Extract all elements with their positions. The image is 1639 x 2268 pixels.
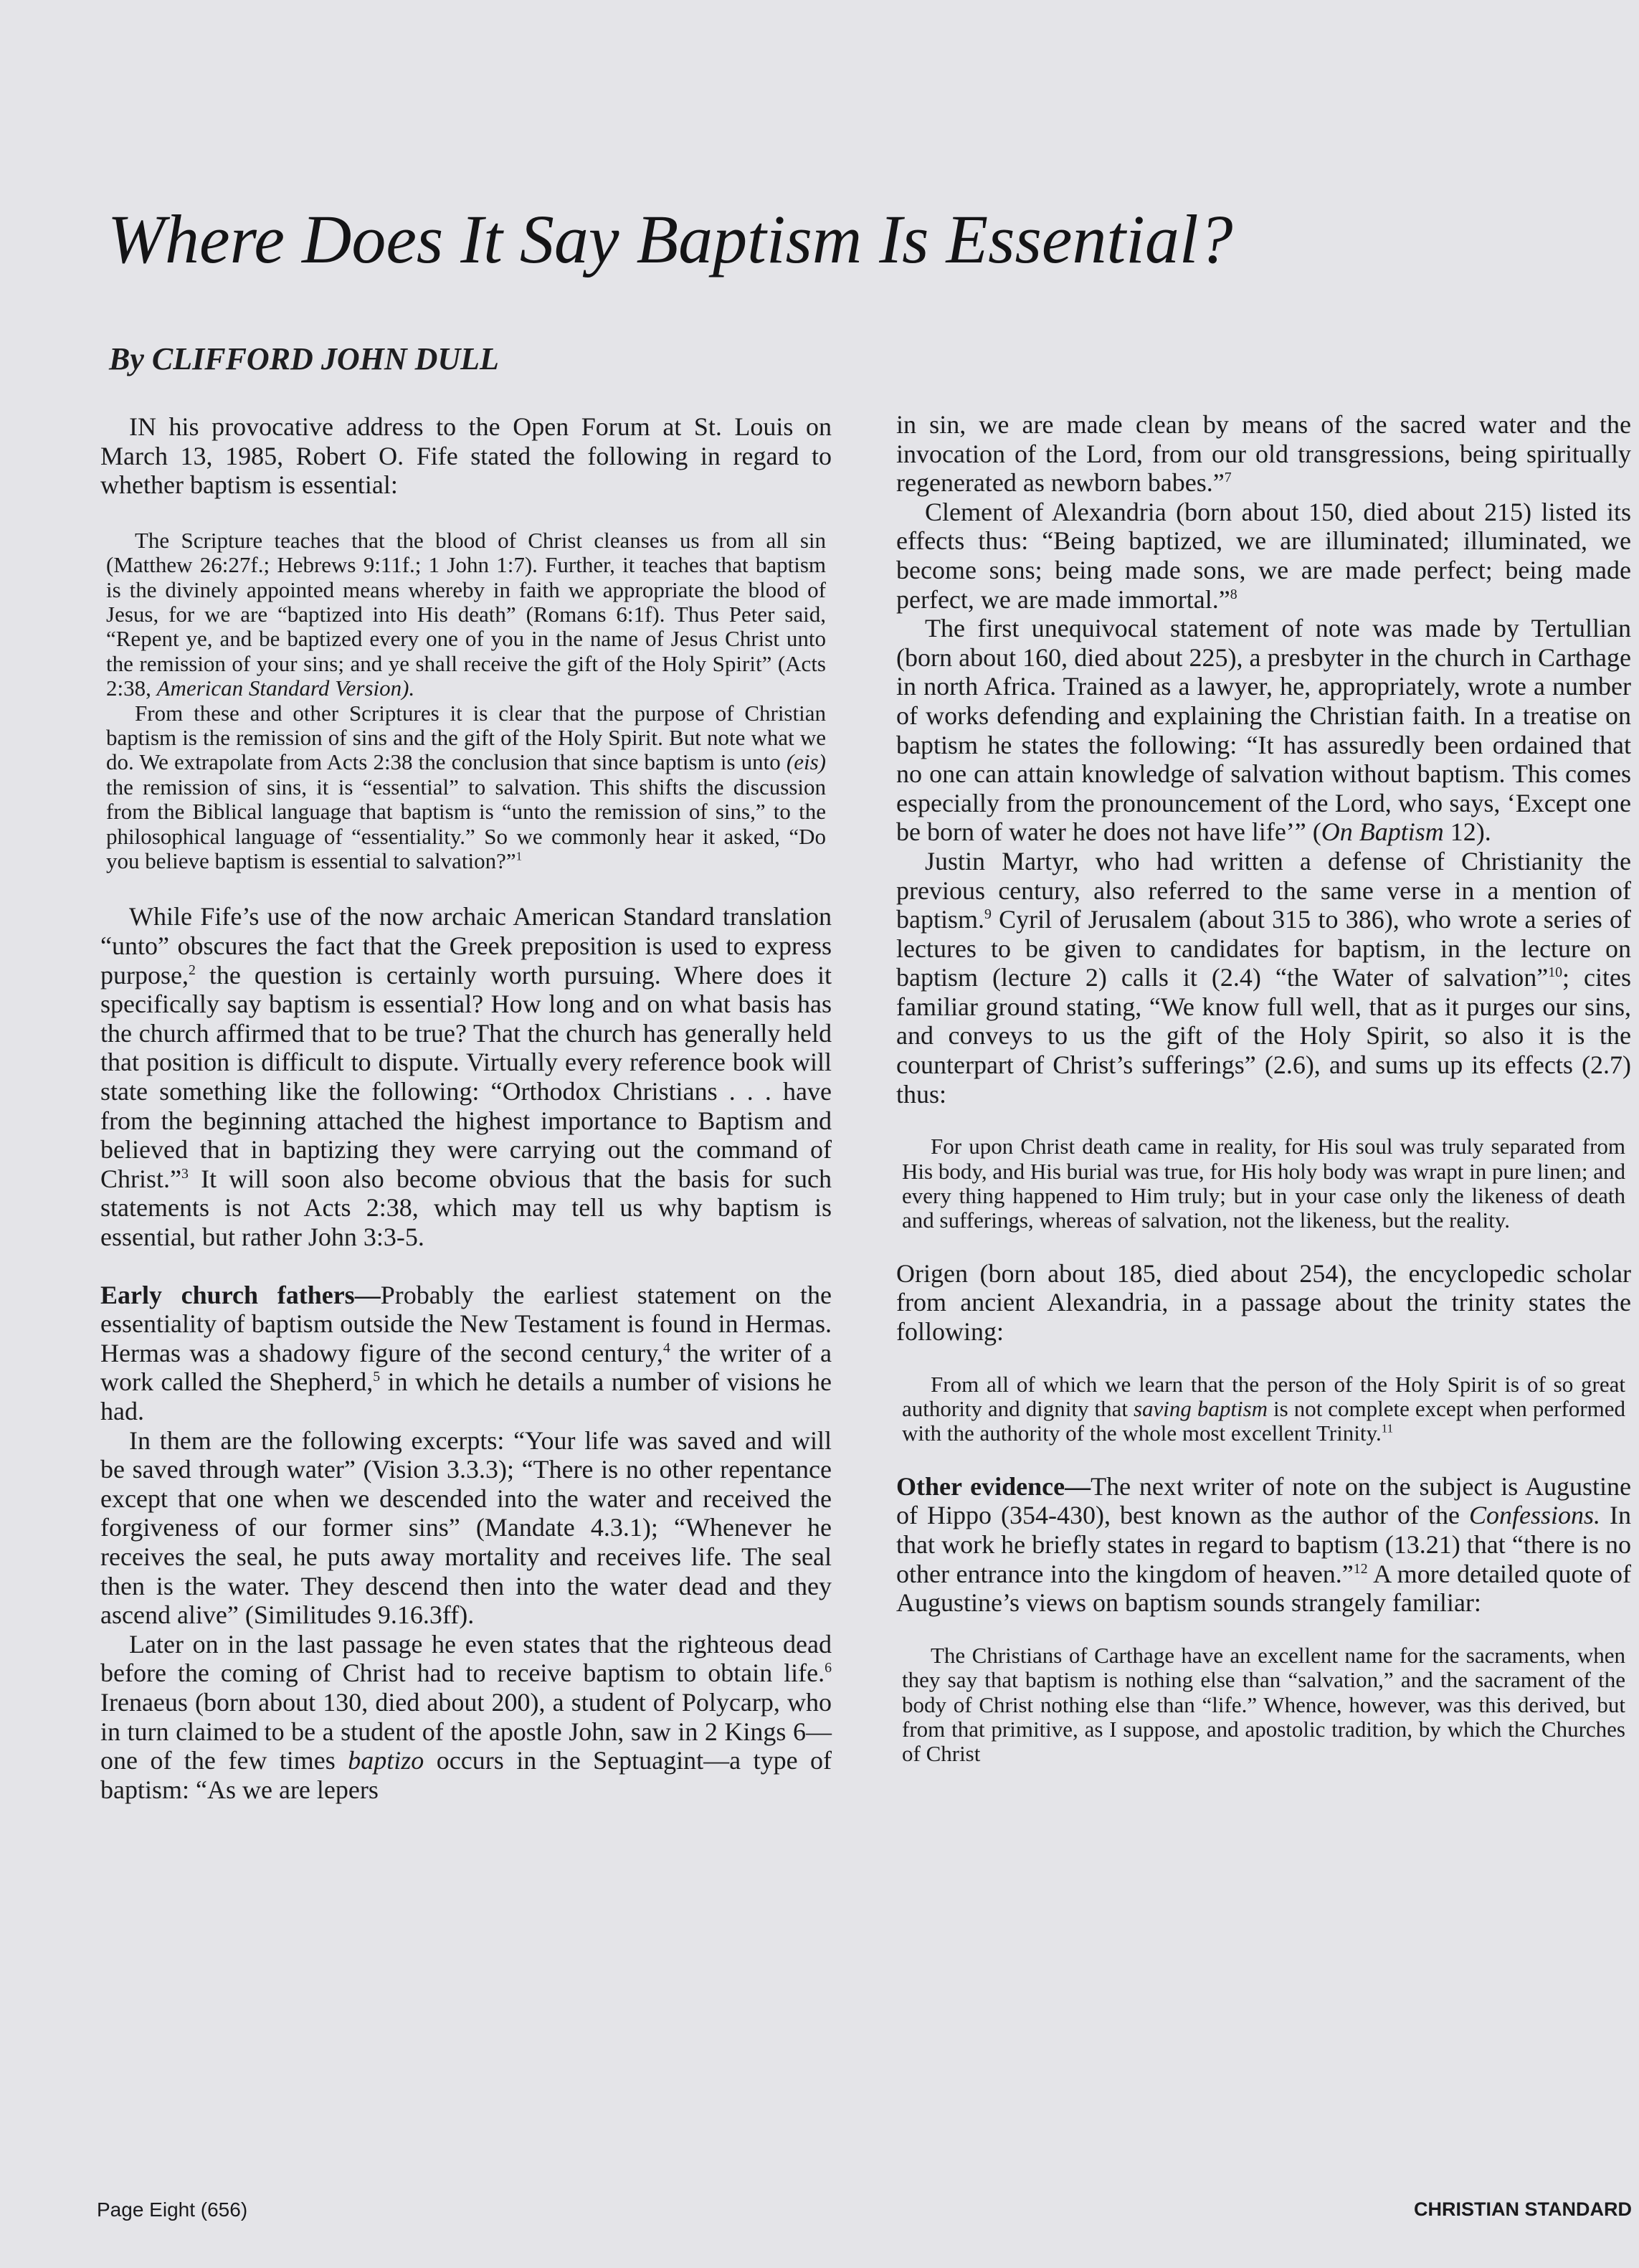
augustine-quote bbox=[896, 1643, 1631, 1767]
body-paragraph: in sin, we are made clean by means of the sacred water and the invocation of the Lord, from our old transgressions, being spiritually regenerated as newborn babes.”$^7$ bbox=[896, 410, 1631, 498]
footnote-marker: 5 bbox=[373, 1369, 381, 1385]
body-paragraph: While Fife’s use of the now archaic American Standard translation “unto” obscures the fact that the Greek preposition is used to express purpose,$^2$ the question is certainly worth pursuing. Where does it specifically say baptism is essential? How long and on what basis has the church affirmed that to be true? That the church has generally held that position is difficult to dispute. Virtually every reference book will state something like the following: “Orthodox Christians . . . have from the beginning attached the highest importance to Baptism and believed that in baptizing they were carrying out the command of Christ.”$^3$ It will soon also become obvious that the basis for such statements is not Acts 2:38, which may tell us why baptism is essential, but rather John 3:3-5. bbox=[100, 902, 832, 1251]
body-paragraph: Later on in the last passage he even states that the righteous dead before the coming of Christ had to receive baptism to obtain life.$^6$ Irenaeus (born about 130, died about 200), a student of Polycarp, who in turn claimed to be a student of the apostle John, saw in 2 Kings 6—one of the few times baptizo occurs in the Septuagint—a type of baptism: “As we are lepers bbox=[100, 1629, 832, 1804]
footnote-marker: 2 bbox=[188, 962, 196, 978]
footnote-marker: 8 bbox=[1230, 586, 1237, 602]
publication-name: CHRISTIAN STANDARD bbox=[1414, 2198, 1632, 2220]
quote-paragraph: The Christians of Carthage have an excellent name for the sacraments, when they say that baptism is nothing else than “salvation,” and the sacrament of the body of Christ nothing else than “life.” Whence, however, was this derived, but from that primitive, as I suppose, and apostolic tradition, by which the Churches of Christ bbox=[902, 1642, 1625, 1767]
page-number: Page Eight (656) bbox=[97, 2198, 248, 2221]
body-paragraph: The first unequivocal statement of note was made by Tertullian (born about 160, died about 225), a presbyter in the church in Carthage in north Africa. Trained as a lawyer, he, appropriately, wrote a number of works defending and explaining the Christian faith. In a treatise on baptism he states the following: “It has assuredly been ordained that no one can attain knowledge of salvation without baptism. This comes especially from the pronouncement of the Lord, who says, ‘Except one be born of water he does not have life’” (On Baptism 12). bbox=[896, 614, 1631, 847]
article-byline: By CLIFFORD JOHN DULL bbox=[109, 341, 499, 376]
body-paragraph: Other evidence—The next writer of note on the subject is Augustine of Hippo (354-430), best known as the author of the Confessions. In that work he briefly states in regard to baptism (13.21) that “there is no other entrance into the kingdom of heaven.”$^{12}$ A more detailed quote of Augustine’s views on baptism sounds strangely familiar: bbox=[896, 1471, 1632, 1618]
body-paragraph: Origen (born about 185, died about 254), the encyclopedic scholar from ancient Alexandria, in a passage about the trinity states the following: bbox=[896, 1258, 1631, 1347]
body-paragraph: Clement of Alexandria (born about 150, died about 215) listed its effects thus: “Being baptized, we are illuminated; illuminated, we become sons; being made sons, we are made perfect; being made perfect, we are made immortal.”$^8$ bbox=[896, 497, 1631, 614]
body-paragraph: Early church fathers—Probably the earliest statement on the essentiality of baptism outside the New Testament is found in Hermas. Hermas was a shadowy figure of the second century,$^4$ the writer of a work called the Shepherd,$^5$ in which he details a number of visions he had. bbox=[100, 1280, 832, 1425]
footnote-marker: 7 bbox=[1224, 470, 1232, 486]
section-heading-early-church-fathers: Early church fathers— bbox=[100, 1280, 381, 1309]
cyril-quote bbox=[896, 1134, 1631, 1233]
footnote-marker: 3 bbox=[181, 1165, 189, 1182]
origen-quote bbox=[896, 1372, 1631, 1446]
quote-paragraph: For upon Christ death came in reality, for His soul was truly separated from His body, and His burial was true, for His holy body was wrapt in pure linen; and every thing happened to Him truly; but in your case only the likeness of death and sufferings, whereas of salvation, not the likeness, but the reality. bbox=[902, 1134, 1625, 1233]
right-column bbox=[896, 410, 1631, 1767]
footnote-marker: 11 bbox=[1381, 1422, 1394, 1436]
fife-quote bbox=[100, 528, 832, 874]
footnote-marker: 12 bbox=[1353, 1560, 1368, 1577]
intro-paragraph: IN his provocative address to the Open Forum at St. Louis on March 13, 1985, Robert O. Fife stated the following in regard to whether baptism is essential: bbox=[100, 412, 832, 500]
fife-quote-paragraph-1: The Scripture teaches that the blood of Christ cleanses us from all sin (Matthew 26:27f.; Hebrews 9:11f.; 1 John 1:7). Further, it teaches that baptism is the divinely appointed means whereby in faith we appropriate the blood of Jesus, for we are “baptized into His death” (Romans 6:1f). Thus Peter said, “Repent ye, and be baptized every one of you in the name of Jesus Christ unto the remission of your sins; and ye shall receive the gift of the Holy Spirit” (Acts 2:38, American Standard Version). bbox=[106, 527, 826, 701]
footnote-marker: 1 bbox=[516, 849, 523, 863]
footnote-marker: 4 bbox=[662, 1339, 670, 1356]
quote-paragraph: From all of which we learn that the person of the Holy Spirit is of so great authority and dignity that saving baptism is not complete except when performed with the authority of the whole most excellent Trinity.$^{11}$ bbox=[902, 1371, 1625, 1446]
body-paragraph: In them are the following excerpts: “Your life was saved and will be saved through water” (Vision 3.3.3); “There is no other repentance except that one when we descended into the water and received the forgiveness of our former sins” (Mandate 4.3.1); “Whenever he receives the seal, he puts away mortality and receives life. The seal then is the water. They descend then into the water dead and they ascend alive” (Similitudes 9.16.3ff). bbox=[100, 1425, 832, 1630]
footnote-marker: 6 bbox=[825, 1660, 832, 1676]
fife-quote-paragraph-2: From these and other Scriptures it is clear that the purpose of Christian baptism is the remission of sins and the gift of the Holy Spirit. But note what we do. We extrapolate from Acts 2:38 the conclusion that since baptism is unto (eis) the remission of sins, it is “essential” to salvation. This shifts the discussion from the Biblical language that baptism is “unto the remission of sins,” to the philosophical language of “essentiality.” So we commonly hear it asked, “Do you believe baptism is essential to salvation?”$^1$ bbox=[106, 700, 826, 874]
left-column bbox=[100, 412, 832, 1804]
section-heading-other-evidence: Other evidence— bbox=[896, 1471, 1091, 1501]
footnote-marker: 10 bbox=[1548, 964, 1563, 981]
footnote-marker: 9 bbox=[984, 906, 992, 923]
article-title: Where Does It Say Baptism Is Essential? bbox=[108, 201, 1233, 277]
body-paragraph: Justin Martyr, who had written a defense of Christianity the previous century, also referred to the same verse in a mention of baptism.$^9$ Cyril of Jerusalem (about 315 to 386), who wrote a series of lectures to be given to candidates for baptism, in the lecture on baptism (lecture 2) calls it (2.4) “the Water of salvation”$^{10}$; cites familiar ground stating, “We know full well, that as it purges our sins, and conveys to us the gift of the Holy Spirit, so also it is the counterpart of Christ’s sufferings” (2.6), and sums up its effects (2.7) thus: bbox=[896, 846, 1632, 1109]
